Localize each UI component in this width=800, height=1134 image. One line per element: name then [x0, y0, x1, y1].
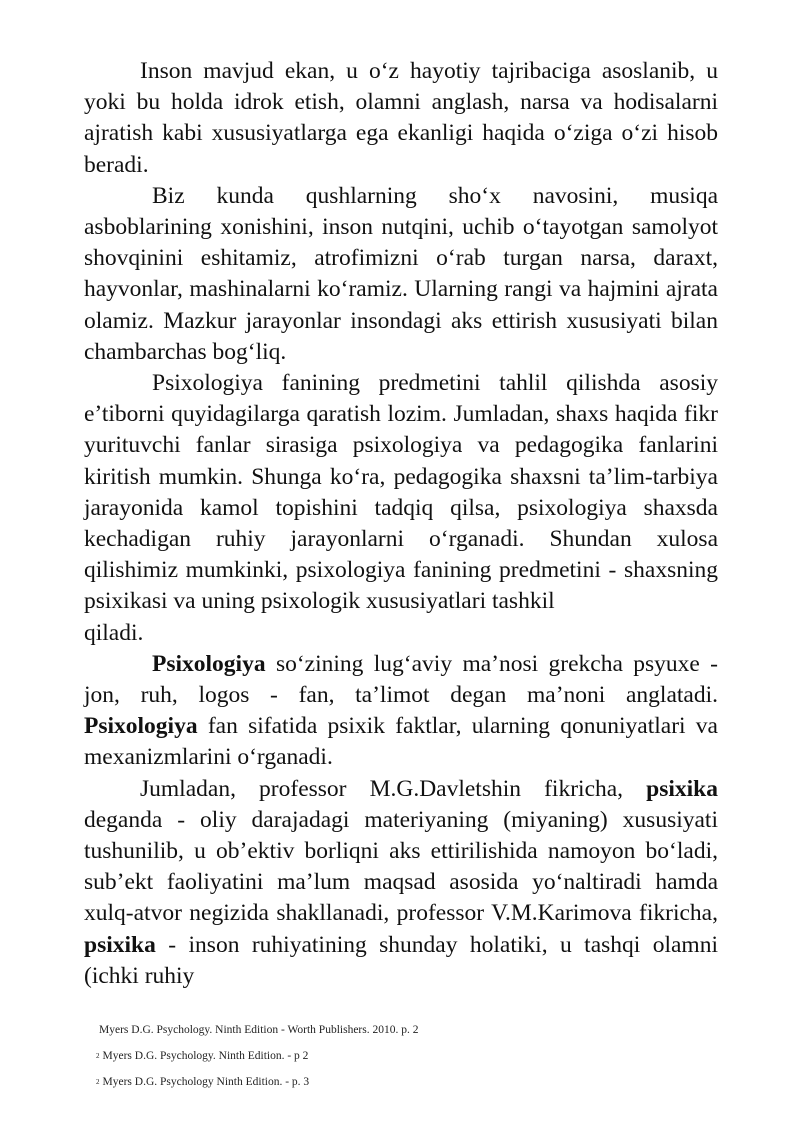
- paragraph-text: fan sifatida psixik faktlar, ularning qonuniyatlari va mexanizmlarini o‘rganadi.: [84, 713, 718, 771]
- paragraph-text: Psixologiya fanining predmetini tahlil qilishda asosiy e’tiborni quyidagilarga qaratish lozim. Jumladan, shaxs haqida fikr yurituvchi fanlar sirasiga psixologiya va pedagogika fanlarini kiritish mumkin. Shunga ko‘ra, pedagogika shaxsni ta’lim-tarbiya jarayonida kamol topishini tadqiq qilsa, psixologiya shaxsda kechadigan ruhiy jarayonlarni o‘rganadi. Shundan xulosa qilishimiz mumkinki, psixologiya fanining predmetini - shaxsning psixikasi va uning psixologik xususiyatlari tashkil: [84, 370, 718, 615]
- footnote: [96, 1046, 716, 1072]
- paragraph-text: deganda - oliy darajadagi materiyaning (miyaning) xususiyati tushunilib, u ob’ektiv borliqni aks ettirilishida namoyon bo‘ladi, sub’ekt faoliyatini ma’lum maqsad asosida yo‘naltiradi hamda xulq-atvor negizida shakllanadi, professor V.M.Karimova fikricha,: [84, 806, 718, 927]
- paragraph-4: [84, 649, 718, 774]
- bold-term: Psixologiya: [84, 713, 198, 740]
- paragraph-3-continuation: [84, 618, 718, 649]
- footnote-text: Myers D.G. Psychology. Ninth Edition. - p 2: [102, 1050, 309, 1062]
- footnote-text: Myers D.G. Psychology. Ninth Edition - Worth Publishers. 2010. p. 2: [99, 1024, 419, 1036]
- paragraph-1: [84, 56, 718, 181]
- footnotes: [96, 1020, 716, 1098]
- footnote-text: Myers D.G. Psychology Ninth Edition. - p. 3: [102, 1076, 310, 1088]
- paragraph-text: so‘zining lug‘aviy ma’nosi grekcha psyuxe - jon, ruh, logos - fan, ta’limot degan ma’noni anglatadi.: [84, 650, 718, 709]
- bold-term: psixika: [646, 775, 718, 802]
- paragraph-text: - inson ruhiyatining shunday holatiki, u tashqi olamni (ichki ruhiy: [84, 931, 718, 989]
- bold-term: Psixologiya: [152, 650, 266, 677]
- document-body: [84, 56, 718, 992]
- paragraph-2: [84, 181, 718, 368]
- paragraph-5: [84, 774, 718, 992]
- footnote-marker: 2: [96, 1052, 100, 1060]
- paragraph-3: [84, 368, 718, 618]
- paragraph-text: Jumladan, professor M.G.Davletshin fikricha,: [140, 775, 647, 802]
- footnote-marker: 2: [96, 1078, 100, 1086]
- footnote: [96, 1020, 716, 1046]
- bold-term: psixika: [84, 931, 156, 958]
- footnote: [96, 1072, 716, 1098]
- paragraph-text: qiladi.: [84, 619, 144, 646]
- paragraph-text: Inson mavjud ekan, u o‘z hayotiy tajribaciga asoslanib, u yoki bu holda idrok etish, olamni anglash, narsa va hodisalarni ajratish kabi xususiyatlarga ega ekanligi haqida o‘ziga o‘zi hisob beradi.: [84, 58, 718, 178]
- paragraph-text: Biz kunda qushlarning sho‘x navosini, musiqa asboblarining xonishini, inson nutqini, uchib o‘tayotgan samolyot shovqinini eshitamiz, atrofimizni o‘rab turgan narsa, daraxt, hayvonlar, mashinalarni ko‘ramiz. Ularning rangi va hajmini ajrata olamiz. Mazkur jarayonlar insondagi aks ettirish xususiyati bilan chambarchas bog‘liq.: [84, 182, 718, 365]
